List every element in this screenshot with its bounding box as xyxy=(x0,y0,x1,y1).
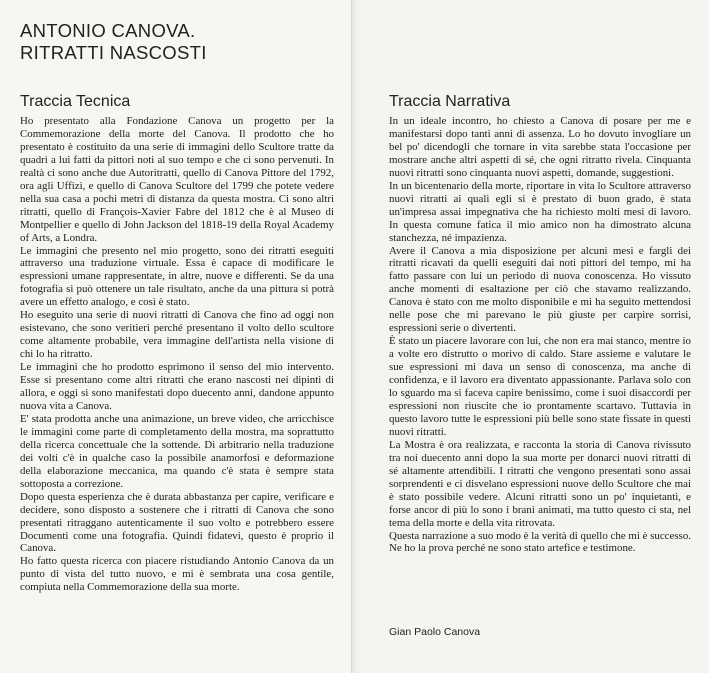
left-paragraph: Dopo questa esperienza che è durata abbastanza per capire, verificare e decidere, sono disposto a sostenere che i ritratti di Canova che sono presentati ritraggano autenticamente il suo volto e potrebbero essere Documenti come una fotografia. Quindi fidatevi, questo è proprio il Canova. xyxy=(20,490,334,555)
author-signature: Gian Paolo Canova xyxy=(389,626,481,638)
left-paragraph: Ho presentato alla Fondazione Canova un progetto per la Commemorazione della morte del Canova. Il prodotto che ho presentato è costituito da una serie di immagini dello Scultore tratte da quadri a lui fatti da pittori noti al suo tempo e che ci sono pervenuti. In realtà ci sono anche due Autoritratti, quello di Canova Pittore del 1792, ora agli Uffizi, e quello di Canova Scultore del 1799 che potete vedere nella sua casa a pochi metri di distanza da questa mostra. Ci sono altri ritratti, quello di François-Xavier Fabre del 1812 che è al Museo di Montpellier e quello di John Jackson del 1818-19 della Royal Academy of Arts, a Londra. xyxy=(20,115,334,244)
right-section-heading: Traccia Narrativa xyxy=(389,93,511,110)
right-paragraph: La Mostra è ora realizzata, e racconta la storia di Canova rivissuto tra noi duecento anni dopo la sua morte per donarci nuovi ritratti di sé altamente attendibili. I ritratti che vengono presentati sono assai sorprendenti e ci disvelano espressioni nuove dello Scultore che mai è stato possibile vedere. Alcuni ritratti sono un po' inquietanti, e forse ancor di più lo sono i brani animati, ma tutto questo ci sta, nel tema della morte e della vita ritrovata. xyxy=(389,438,691,529)
book-title-line-2: RITRATTI NASCOSTI xyxy=(20,42,207,63)
left-section-heading: Traccia Tecnica xyxy=(20,93,131,110)
book-title-line-1: ANTONIO CANOVA. xyxy=(20,20,196,41)
left-paragraph: Le immagini che presento nel mio progetto, sono dei ritratti eseguiti attraverso una traduzione virtuale. Essa è capace di modificare le espressioni umane rappresentate, in altre, nuove e differenti. Se da una fotografia si può ottenere un tale risultato, anche da una pittura si potrà avere un effetto analogo, e così è stato. xyxy=(20,244,334,309)
left-paragraph: Le immagini che ho prodotto esprimono il senso del mio intervento. Esse si presentano come altri ritratti che erano nascosti nei dipinti di allora, e oggi si sono manifestati dopo duecento anni, dandone appunto nuova vita a Canova. xyxy=(20,361,334,412)
right-page xyxy=(352,0,709,673)
left-body-text xyxy=(20,115,334,594)
left-paragraph: E' stata prodotta anche una animazione, un breve video, che arricchisce le immagini come parte di completamento della mostra, ma soprattutto della ricerca concettuale che la sottende. Di arbitrario nella traduzione dei volti c'è in qualche caso la possibile anamorfosi e deformazione della elaborazione meccanica, ma quando c'è stata è sempre stata sottoposta a correzione. xyxy=(20,412,334,490)
left-page xyxy=(0,0,352,673)
right-paragraph: In un bicentenario della morte, riportare in vita lo Scultore attraverso nuovi ritratti ai quali egli si è prestato di buon grado, è stata un'impresa assai impegnativa che ha richiesto molti mesi di lavoro. In questa comune fatica il mio amico non ha dimostrato alcuna stanchezza, né impazienza. xyxy=(389,179,691,244)
right-paragraph: Avere il Canova a mia disposizione per alcuni mesi e fargli dei ritratti ricavati da quelli eseguiti dai noti pittori del tempo, mi ha fatto passare con lui un periodo di nuova conoscenza. Ho vissuto anche momenti di esaltazione per ciò che stavamo realizzando. Canova è stato con me molto disponibile e mi ha seguito mettendosi nelle pose che mi parevano le più giuste per carpire sorrisi, espressioni serie o divertenti. xyxy=(389,244,691,335)
left-paragraph: Ho eseguito una serie di nuovi ritratti di Canova che fino ad oggi non esistevano, che sono veritieri perché presentano il volto dello scultore come altamente probabile, vera immagine dell'artista nella visione di chi lo ha ritratto. xyxy=(20,309,334,361)
right-paragraph: Questa narrazione a suo modo è la verità di quello che mi è successo. Ne ho la prova perché ne sono stato artefice e testimone. xyxy=(389,529,691,555)
right-paragraph: È stato un piacere lavorare con lui, che non era mai stanco, mentre io a volte ero distrutto o morivo di caldo. Stare assieme e valutare le sue espressioni mi dava un senso di conoscenza, ma anche di confidenza, e il lavoro era diventato appassionante. Parlava solo con lo sguardo ma si faceva capire benissimo, come i suoi disaccordi per espressioni non riuscite che io prontamente scartavo. Tuttavia in questo lavoro tutte le espressioni più belle sono state fissate in questi nuovi ritratti. xyxy=(389,335,691,438)
left-paragraph: Ho fatto questa ricerca con piacere ristudiando Antonio Canova da un punto di vista del tutto nuovo, e mi è sembrata una cosa gentile, compiuta nella Commemorazione della sua morte. xyxy=(20,555,334,594)
right-body-text xyxy=(389,115,691,555)
right-paragraph: In un ideale incontro, ho chiesto a Canova di posare per me e manifestarsi dopo tanti anni di assenza. Lo ho dovuto invogliare un bel po' dicendogli che tornare in vita sarebbe stata l'occasione per mostrare anche altri aspetti di sé, che ogni ritratto rivela. Cinquanta nuovi ritratti sono cinquanta nuovi aspetti, domande, suggestioni. xyxy=(389,115,691,179)
book-title xyxy=(20,20,207,64)
